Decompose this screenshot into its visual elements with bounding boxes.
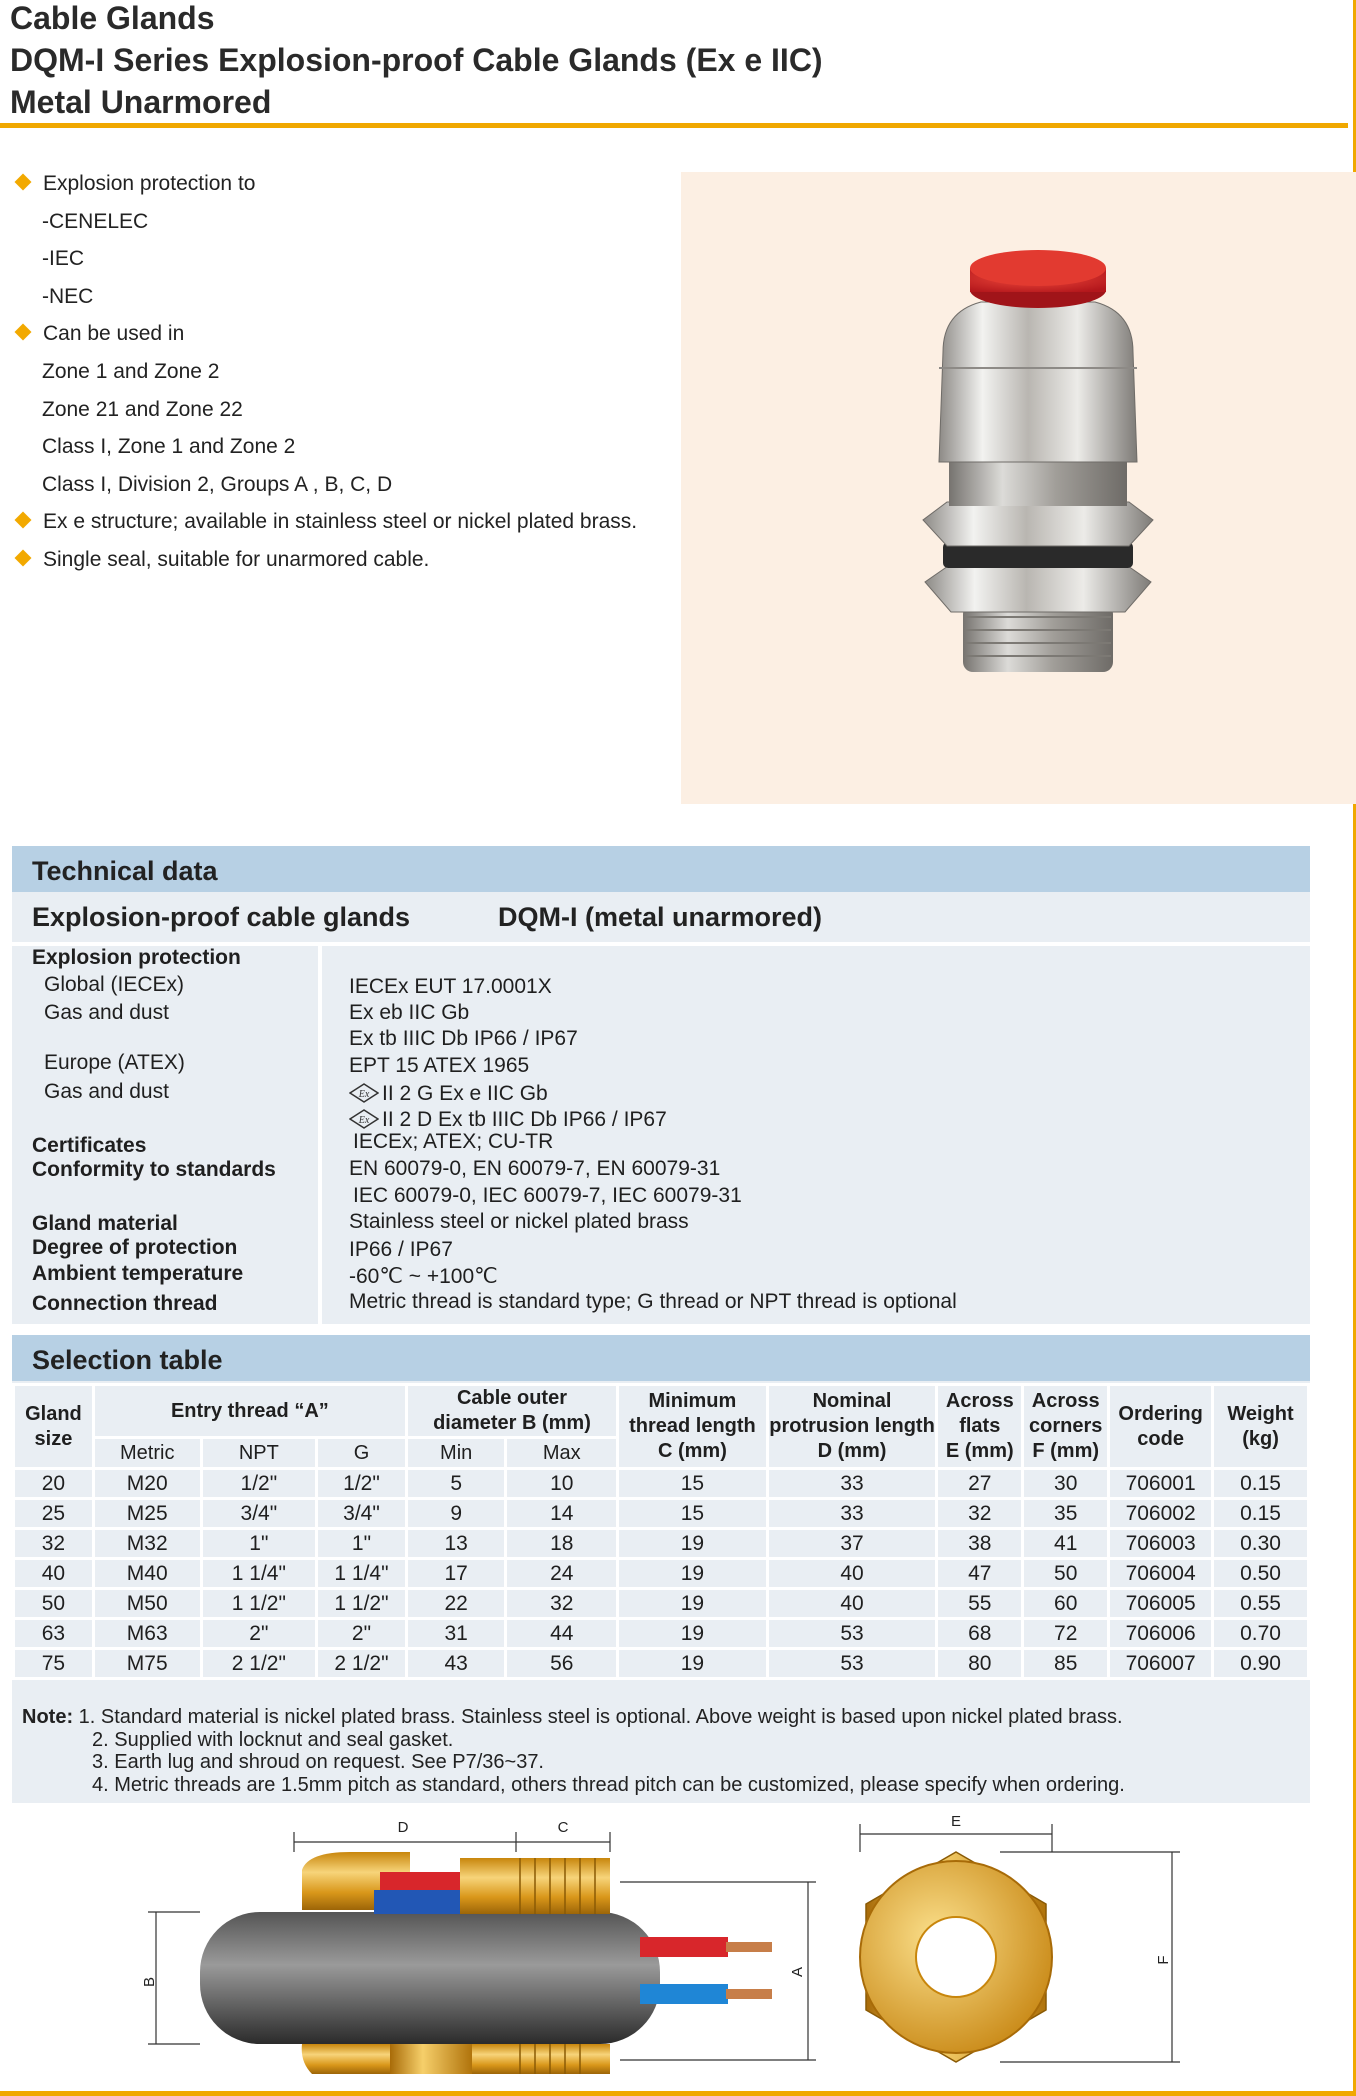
table-cell: 55: [937, 1589, 1023, 1619]
table-cell: 32: [937, 1499, 1023, 1529]
table-cell: 19: [618, 1649, 768, 1679]
label-gas-dust: Gas and dust: [44, 1080, 169, 1103]
table-cell: 15: [618, 1499, 768, 1529]
dim-d-label: D: [397, 1819, 409, 1836]
table-cell: 2": [201, 1619, 317, 1649]
label-certificates: Certificates: [32, 1134, 147, 1157]
table-cell: 60: [1023, 1589, 1109, 1619]
table-cell: 32: [506, 1589, 618, 1619]
table-cell: 80: [937, 1649, 1023, 1679]
table-cell: 85: [1023, 1649, 1109, 1679]
table-cell: 2 1/2": [201, 1649, 317, 1679]
table-cell: 1/2": [317, 1469, 407, 1499]
table-cell: 18: [506, 1529, 618, 1559]
table-cell: 44: [506, 1619, 618, 1649]
table-cell: 0.55: [1213, 1589, 1309, 1619]
col-g: G: [317, 1438, 407, 1469]
col-min: Min: [406, 1438, 506, 1469]
value-degree: IP66 / IP67: [349, 1238, 453, 1261]
table-cell: 19: [618, 1589, 768, 1619]
value-certificates: IECEx; ATEX; CU-TR: [353, 1130, 554, 1153]
col-max: Max: [506, 1438, 618, 1469]
feature-item: Ex e structure; available in stainless steel or nickel plated brass.: [14, 503, 674, 541]
label-explosion-protection: Explosion protection: [32, 946, 241, 969]
feature-item: -IEC: [42, 247, 84, 271]
table-cell: 3/4": [317, 1499, 407, 1529]
table-row: [14, 1559, 1309, 1589]
column-divider: [318, 946, 322, 1324]
table-cell: 47: [937, 1559, 1023, 1589]
table-cell: 35: [1023, 1499, 1109, 1529]
table-cell: 68: [937, 1619, 1023, 1649]
diamond-bullet-icon: [15, 324, 32, 341]
table-cell: M32: [93, 1529, 201, 1559]
label-ambient-temperature: Ambient temperature: [32, 1262, 244, 1285]
table-cell: 41: [1023, 1529, 1109, 1559]
value-gland-material: Stainless steel or nickel plated brass: [349, 1210, 689, 1233]
table-cell: 0.30: [1213, 1529, 1309, 1559]
col-min-thread: Minimum thread length C (mm): [618, 1385, 768, 1469]
value-conformity-1: EN 60079-0, EN 60079-7, EN 60079-31: [349, 1157, 721, 1180]
col-weight: Weight (kg): [1213, 1385, 1309, 1469]
table-cell: 1 1/4": [201, 1559, 317, 1589]
table-cell: 25: [14, 1499, 94, 1529]
table-cell: 37: [767, 1529, 937, 1559]
value-conformity-2: IEC 60079-0, IEC 60079-7, IEC 60079-31: [353, 1184, 742, 1207]
gland-dimension-drawing: [140, 1812, 1220, 2074]
table-cell: 0.50: [1213, 1559, 1309, 1589]
value-iecex-dust: Ex tb IIIC Db IP66 / IP67: [349, 1027, 578, 1050]
note-line: 2. Supplied with locknut and seal gasket.: [92, 1728, 454, 1751]
table-cell: 1": [317, 1529, 407, 1559]
col-across-flats: Across flats E (mm): [937, 1385, 1023, 1469]
col-across-corners: Across corners F (mm): [1023, 1385, 1109, 1469]
dim-f-label: F: [1155, 1955, 1172, 1965]
table-cell: 56: [506, 1649, 618, 1679]
table-cell: M40: [93, 1559, 201, 1589]
bottom-rule: [0, 2091, 1356, 2096]
section-title: Cable Glands: [10, 0, 215, 36]
ex-mark-icon: [349, 1109, 379, 1129]
note-line: Note: 1. Standard material is nickel plated brass. Stainless steel is optional. Above weight is based upon nickel plated brass.: [22, 1706, 1123, 1728]
table-cell: 13: [406, 1529, 506, 1559]
table-row: [14, 1469, 1309, 1499]
table-row: [14, 1589, 1309, 1619]
table-cell: 17: [406, 1559, 506, 1589]
table-cell: M20: [93, 1469, 201, 1499]
notes: [22, 1706, 1302, 1796]
col-metric: Metric: [93, 1438, 201, 1469]
header-rule: [0, 123, 1348, 128]
technical-data-panel: [12, 846, 1310, 1324]
feature-item: Class I, Division 2, Groups A , B, C, D: [42, 472, 393, 496]
dim-e-label: E: [950, 1813, 962, 1830]
col-npt: NPT: [201, 1438, 317, 1469]
table-cell: 50: [1023, 1559, 1109, 1589]
table-cell: 33: [767, 1469, 937, 1499]
feature-item: Explosion protection to: [14, 165, 674, 203]
value-atex-dust: Ex II 2 D Ex tb IIIC Db IP66 / IP67: [349, 1108, 667, 1132]
feature-item: -NEC: [42, 284, 94, 308]
table-cell: 1": [201, 1529, 317, 1559]
feature-item: Class I, Zone 1 and Zone 2: [42, 435, 296, 459]
dim-a-label: A: [789, 1966, 806, 1978]
table-cell: 40: [767, 1559, 937, 1589]
table-cell: 63: [14, 1619, 94, 1649]
table-cell: 3/4": [201, 1499, 317, 1529]
product-subtitle: Metal Unarmored: [10, 84, 272, 120]
table-cell: 706006: [1109, 1619, 1213, 1649]
page-header: [0, 0, 1348, 128]
table-cell: 9: [406, 1499, 506, 1529]
label-gas-dust: Gas and dust: [44, 1001, 169, 1024]
table-row: [14, 1619, 1309, 1649]
col-cable-outer: Cable outer diameter B (mm): [406, 1385, 617, 1438]
value-connection: Metric thread is standard type; G thread or NPT thread is optional: [349, 1290, 957, 1313]
table-cell: 53: [767, 1619, 937, 1649]
table-row: [14, 1649, 1309, 1679]
table-cell: M25: [93, 1499, 201, 1529]
table-cell: 27: [937, 1469, 1023, 1499]
table-cell: 1 1/2": [201, 1589, 317, 1619]
col-entry-thread: Entry thread “A”: [93, 1385, 406, 1438]
note-line: 3. Earth lug and shroud on request. See P7/36~37.: [92, 1751, 544, 1773]
table-cell: 706004: [1109, 1559, 1213, 1589]
label-connection-thread: Connection thread: [32, 1292, 218, 1315]
note-line: 4. Metric threads are 1.5mm pitch as standard, others thread pitch can be customized, please specify when ordering.: [92, 1773, 1125, 1796]
col-nominal-protrusion: Nominal protrusion length D (mm): [767, 1385, 937, 1469]
diamond-bullet-icon: [15, 549, 32, 566]
selection-table-body: [14, 1469, 1309, 1679]
table-cell: 19: [618, 1559, 768, 1589]
selection-table: [12, 1383, 1310, 1680]
table-cell: 14: [506, 1499, 618, 1529]
table-cell: 1 1/4": [317, 1559, 407, 1589]
table-cell: 22: [406, 1589, 506, 1619]
table-cell: 75: [14, 1649, 94, 1679]
product-model: DQM-I (metal unarmored): [498, 902, 823, 932]
table-cell: 0.70: [1213, 1619, 1309, 1649]
table-cell: 53: [767, 1649, 937, 1679]
table-cell: 31: [406, 1619, 506, 1649]
label-gland-material: Gland material: [32, 1212, 178, 1235]
feature-item: Can be used in: [14, 315, 674, 353]
table-cell: 33: [767, 1499, 937, 1529]
value-iecex-gas: Ex eb IIC Gb: [349, 1001, 470, 1024]
table-cell: 20: [14, 1469, 94, 1499]
feature-item: Zone 21 and Zone 22: [42, 397, 243, 421]
col-ordering-code: Ordering code: [1109, 1385, 1213, 1469]
table-cell: 706002: [1109, 1499, 1213, 1529]
table-cell: 19: [618, 1619, 768, 1649]
dim-c-label: C: [557, 1819, 569, 1836]
product-photo: [681, 172, 1356, 804]
selection-table-header: Selection table: [12, 1335, 1310, 1381]
cable-gland-image: [681, 172, 1356, 804]
table-cell: 24: [506, 1559, 618, 1589]
label-conformity: Conformity to standards: [32, 1158, 276, 1181]
selection-table-panel: [12, 1335, 1310, 1803]
table-cell: 1/2": [201, 1469, 317, 1499]
table-cell: 40: [14, 1559, 94, 1589]
label-europe: Europe (ATEX): [44, 1051, 185, 1074]
table-cell: 10: [506, 1469, 618, 1499]
table-cell: M63: [93, 1619, 201, 1649]
table-cell: 30: [1023, 1469, 1109, 1499]
table-cell: 32: [14, 1529, 94, 1559]
table-cell: 706001: [1109, 1469, 1213, 1499]
feature-list: [14, 165, 674, 579]
dim-b-label: B: [141, 1976, 158, 1988]
table-cell: 19: [618, 1529, 768, 1559]
svg-text:Ex: Ex: [358, 1115, 370, 1126]
table-cell: 1 1/2": [317, 1589, 407, 1619]
label-degree-protection: Degree of protection: [32, 1236, 238, 1259]
table-cell: 38: [937, 1529, 1023, 1559]
table-cell: 2 1/2": [317, 1649, 407, 1679]
table-cell: 706007: [1109, 1649, 1213, 1679]
product-name: Explosion-proof cable glands: [32, 902, 411, 932]
table-cell: 15: [618, 1469, 768, 1499]
table-cell: 50: [14, 1589, 94, 1619]
diamond-bullet-icon: [15, 174, 32, 191]
col-gland-size: Gland size: [14, 1385, 94, 1469]
value-ambient: -60℃ ~ +100℃: [349, 1265, 498, 1288]
table-cell: 5: [406, 1469, 506, 1499]
ex-mark-icon: [349, 1083, 379, 1103]
table-cell: 72: [1023, 1619, 1109, 1649]
feature-item: Single seal, suitable for unarmored cable.: [14, 541, 674, 579]
series-title: DQM-I Series Explosion-proof Cable Glands (Ex e IIC): [10, 42, 823, 78]
diamond-bullet-icon: [15, 512, 32, 529]
table-cell: 43: [406, 1649, 506, 1679]
table-row: [14, 1499, 1309, 1529]
table-cell: 40: [767, 1589, 937, 1619]
technical-data-header: Technical data: [12, 846, 1310, 892]
value-iecex-cert: IECEx EUT 17.0001X: [349, 975, 552, 998]
table-cell: M50: [93, 1589, 201, 1619]
table-cell: 0.15: [1213, 1469, 1309, 1499]
table-cell: 2": [317, 1619, 407, 1649]
table-cell: M75: [93, 1649, 201, 1679]
svg-text:Ex: Ex: [358, 1089, 370, 1100]
table-cell: 0.90: [1213, 1649, 1309, 1679]
table-cell: 0.15: [1213, 1499, 1309, 1529]
label-global: Global (IECEx): [44, 973, 185, 996]
table-row: [14, 1529, 1309, 1559]
feature-item: -CENELEC: [42, 209, 149, 233]
feature-item: Zone 1 and Zone 2: [42, 359, 220, 383]
dimension-drawings: [140, 1812, 1220, 2074]
table-cell: 706005: [1109, 1589, 1213, 1619]
value-atex-cert: EPT 15 ATEX 1965: [349, 1054, 530, 1077]
table-cell: 706003: [1109, 1529, 1213, 1559]
value-atex-gas: Ex II 2 G Ex e IIC Gb: [349, 1082, 548, 1106]
